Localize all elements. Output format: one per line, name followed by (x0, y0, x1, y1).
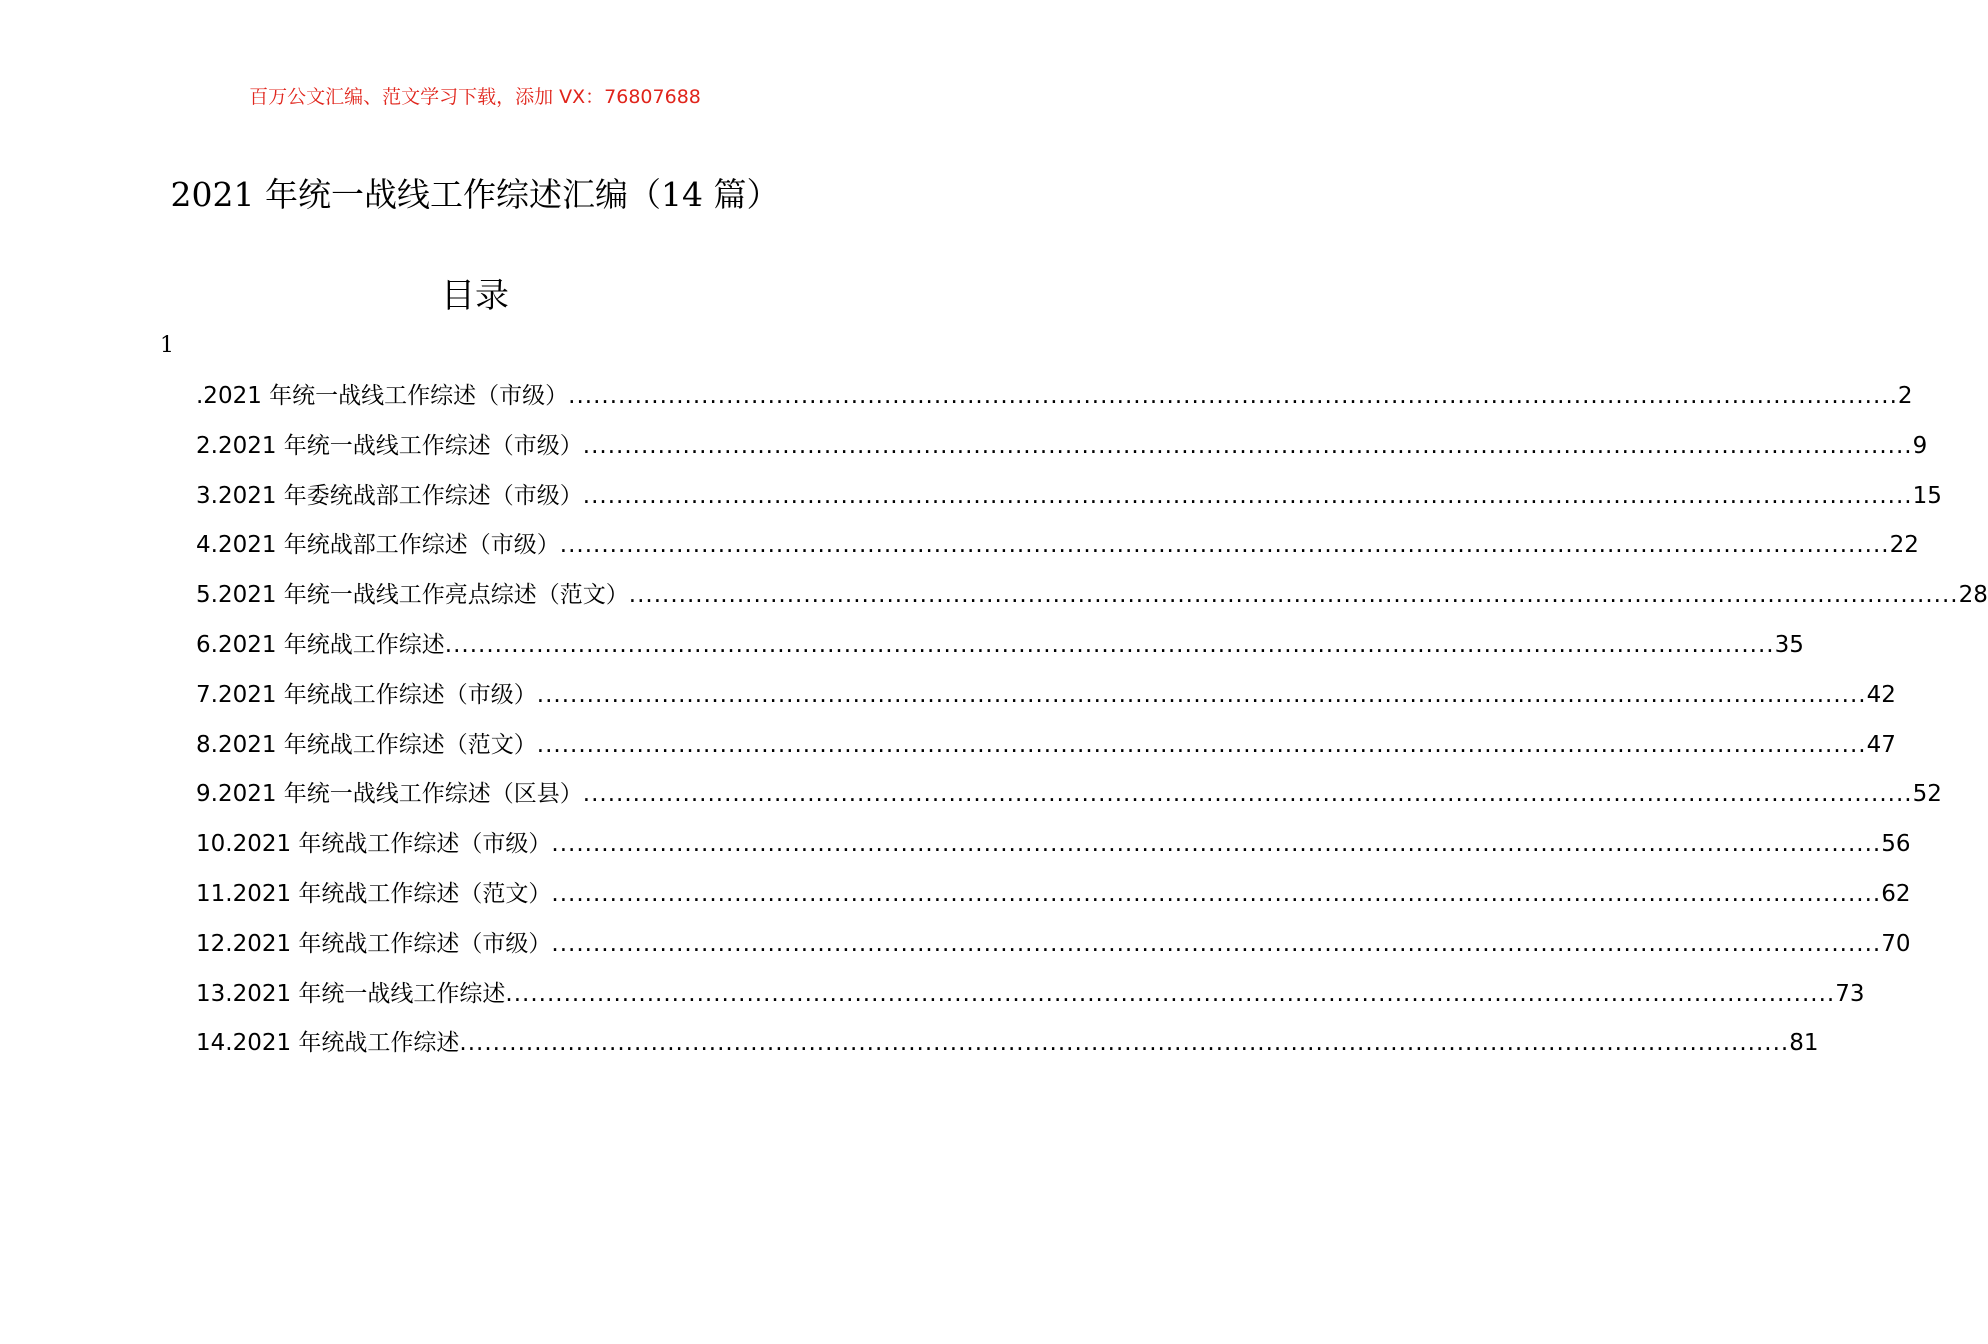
toc-entry-title: 3.2021 年委统战部工作综述（市级） (196, 482, 583, 509)
toc-entry-page: 28 (1958, 582, 1988, 609)
toc-entry[interactable] (196, 427, 1928, 477)
toc-entry-title: 11.2021 年统战工作综述（范文） (196, 880, 552, 907)
toc-entry-title: 13.2021 年统一战线工作综述 (196, 980, 506, 1007)
toc-entry-page: 47 (1866, 731, 1896, 758)
toc-entry-title: 9.2021 年统一战线工作综述（区县） (196, 781, 583, 808)
toc-entry-title: 10.2021 年统战工作综述（市级） (196, 831, 552, 858)
toc-entry[interactable] (196, 875, 1911, 925)
toc-entry[interactable] (196, 975, 1865, 1025)
promo-header: 百万公文汇编、范文学习下载，添加 VX：76807688 (249, 86, 701, 108)
toc-entry-title: .2021 年统一战线工作综述（市级） (196, 383, 569, 409)
toc-entry-page: 2 (1897, 383, 1913, 409)
toc-entry-page: 62 (1881, 880, 1911, 907)
toc-entry[interactable] (196, 477, 1942, 527)
toc-entry-page: 35 (1774, 631, 1804, 658)
toc-entry-title: 8.2021 年统战工作综述（范文） (196, 731, 537, 758)
toc-list (196, 377, 1988, 1074)
toc-entry-title: 7.2021 年统战工作综述（市级） (196, 681, 537, 708)
stray-number: 1 (160, 333, 174, 358)
toc-entry-page: 70 (1881, 930, 1911, 957)
toc-entry[interactable] (196, 576, 1988, 626)
toc-leader-dots: ................................................................................................................................................................ (559, 532, 1890, 559)
toc-entry[interactable] (196, 526, 1919, 576)
toc-entry-title: 2.2021 年统一战线工作综述（市级） (196, 432, 583, 459)
toc-leader-dots: ................................................................................................................................................................ (568, 383, 1898, 409)
toc-entry[interactable] (196, 775, 1942, 825)
toc-leader-dots: ................................................................................................................................................................ (551, 831, 1882, 858)
toc-entry-page: 22 (1889, 532, 1919, 559)
toc-entry[interactable] (196, 377, 1913, 427)
toc-entry-page: 56 (1881, 831, 1911, 858)
toc-leader-dots: ................................................................................................................................................................ (459, 1030, 1790, 1057)
toc-leader-dots: ................................................................................................................................................................ (444, 631, 1775, 658)
toc-leader-dots: ................................................................................................................................................................ (551, 880, 1882, 907)
toc-entry-title: 5.2021 年统一战线工作亮点综述（范文） (196, 582, 629, 609)
toc-entry[interactable] (196, 825, 1911, 875)
toc-leader-dots: ................................................................................................................................................................ (551, 930, 1882, 957)
toc-entry-page: 73 (1835, 980, 1865, 1007)
document-title: 2021 年统一战线工作综述汇编（14 篇） (170, 175, 780, 214)
toc-leader-dots: ................................................................................................................................................................ (582, 781, 1913, 808)
toc-entry[interactable] (196, 925, 1911, 975)
toc-entry-page: 15 (1912, 482, 1942, 509)
toc-entry[interactable] (196, 1024, 1819, 1074)
toc-entry-title: 14.2021 年统战工作综述 (196, 1030, 460, 1057)
toc-entry-title: 4.2021 年统战部工作综述（市级） (196, 532, 560, 559)
toc-leader-dots: ................................................................................................................................................................ (536, 731, 1867, 758)
toc-heading: 目录 (441, 276, 509, 316)
toc-leader-dots: ................................................................................................................................................................ (582, 432, 1913, 459)
toc-leader-dots: ................................................................................................................................................................ (536, 681, 1867, 708)
toc-leader-dots: ................................................................................................................................................................ (582, 482, 1913, 509)
toc-entry-title: 12.2021 年统战工作综述（市级） (196, 930, 552, 957)
toc-leader-dots: ................................................................................................................................................................ (628, 582, 1959, 609)
toc-entry[interactable] (196, 626, 1804, 676)
toc-entry-page: 9 (1912, 432, 1928, 459)
toc-entry[interactable] (196, 726, 1896, 776)
toc-entry-page: 42 (1866, 681, 1896, 708)
toc-entry-page: 81 (1789, 1030, 1819, 1057)
toc-entry-title: 6.2021 年统战工作综述 (196, 631, 445, 658)
toc-entry[interactable] (196, 676, 1896, 726)
toc-entry-page: 52 (1912, 781, 1942, 808)
toc-leader-dots: ................................................................................................................................................................ (505, 980, 1836, 1007)
